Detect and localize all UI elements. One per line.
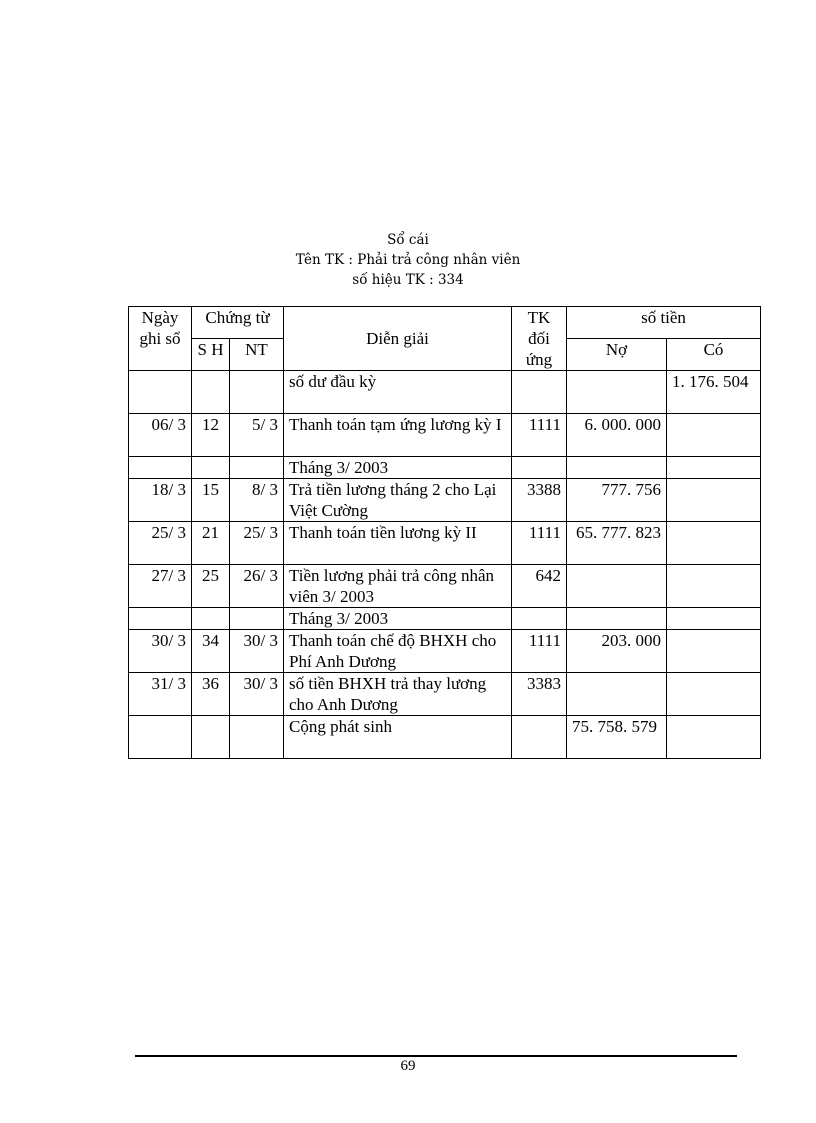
row-description: Tháng 3/ 2003 [284,457,512,479]
row-counter-account: 642 [512,565,567,608]
page-number: 69 [400,1058,416,1074]
row-voucher-no: 36 [192,673,230,716]
table-row [129,371,761,414]
row-debit: 777. 756 [567,479,667,522]
header-credit: Có [667,339,761,371]
row-voucher-no [192,457,230,479]
row-debit [567,608,667,630]
row-credit [667,457,761,479]
ledger-title-block [0,230,816,290]
row-voucher-date [230,608,284,630]
table-row [129,565,761,608]
row-date: 27/ 3 [129,565,192,608]
row-voucher-date [230,716,284,759]
row-credit [667,565,761,608]
row-voucher-date: 30/ 3 [230,630,284,673]
row-voucher-no: 21 [192,522,230,565]
row-voucher-no: 34 [192,630,230,673]
row-description: số dư đầu kỳ [284,371,512,414]
header-description: Diễn giải [284,307,512,371]
row-date: 06/ 3 [129,414,192,457]
row-credit [667,522,761,565]
row-credit: 1. 176. 504 [667,371,761,414]
row-voucher-no [192,371,230,414]
row-debit [567,371,667,414]
row-counter-account: 1111 [512,630,567,673]
row-debit: 203. 000 [567,630,667,673]
table-row [129,479,761,522]
row-description: Thanh toán tiền lương kỳ II [284,522,512,565]
row-voucher-date [230,457,284,479]
table-row [129,522,761,565]
row-debit [567,673,667,716]
row-voucher-date: 30/ 3 [230,673,284,716]
row-voucher-date: 8/ 3 [230,479,284,522]
row-credit [667,630,761,673]
header-debit: Nợ [567,339,667,371]
row-voucher-date [230,371,284,414]
row-date [129,371,192,414]
row-date: 18/ 3 [129,479,192,522]
header-voucher: Chứng từ [192,307,284,339]
row-description: Thanh toán chế độ BHXH cho Phí Anh Dương [284,630,512,673]
row-date: 30/ 3 [129,630,192,673]
row-date: 25/ 3 [129,522,192,565]
row-counter-account [512,371,567,414]
header-voucher-no: S H [192,339,230,371]
account-code: số hiệu TK : 334 [352,272,464,288]
ledger-table [128,306,761,759]
row-description: Tiền lương phải trả công nhân viên 3/ 2003 [284,565,512,608]
row-date [129,457,192,479]
row-counter-account: 3383 [512,673,567,716]
header-counter-account: TK đối ứng [512,307,567,371]
account-name: Tên TK : Phải trả công nhân viên [295,252,521,268]
row-debit [567,565,667,608]
ledger-title: Sổ cái [387,232,429,248]
row-counter-account: 3388 [512,479,567,522]
row-voucher-no [192,716,230,759]
row-description: Cộng phát sinh [284,716,512,759]
row-debit: 65. 777. 823 [567,522,667,565]
row-description: Trả tiền lương tháng 2 cho Lại Việt Cường [284,479,512,522]
row-debit: 6. 000. 000 [567,414,667,457]
row-debit: 75. 758. 579 [567,716,667,759]
row-date [129,608,192,630]
table-row [129,630,761,673]
table-row [129,673,761,716]
row-voucher-no [192,608,230,630]
header-date: Ngày ghi sổ [129,307,192,371]
row-voucher-no: 12 [192,414,230,457]
table-row [129,608,761,630]
row-counter-account [512,457,567,479]
row-description: Thanh toán tạm ứng lương kỳ I [284,414,512,457]
table-row [129,414,761,457]
row-voucher-date: 5/ 3 [230,414,284,457]
row-credit [667,716,761,759]
row-voucher-no: 25 [192,565,230,608]
row-credit [667,479,761,522]
row-description: số tiền BHXH trả thay lương cho Anh Dương [284,673,512,716]
row-voucher-date: 26/ 3 [230,565,284,608]
row-description: Tháng 3/ 2003 [284,608,512,630]
header-amount: số tiền [567,307,761,339]
row-counter-account [512,608,567,630]
row-counter-account: 1111 [512,522,567,565]
row-voucher-date: 25/ 3 [230,522,284,565]
table-row [129,457,761,479]
table-row [129,716,761,759]
row-counter-account [512,716,567,759]
header-voucher-date: NT [230,339,284,371]
row-credit [667,673,761,716]
row-voucher-no: 15 [192,479,230,522]
row-date: 31/ 3 [129,673,192,716]
row-credit [667,608,761,630]
row-credit [667,414,761,457]
row-debit [567,457,667,479]
row-counter-account: 1111 [512,414,567,457]
row-date [129,716,192,759]
